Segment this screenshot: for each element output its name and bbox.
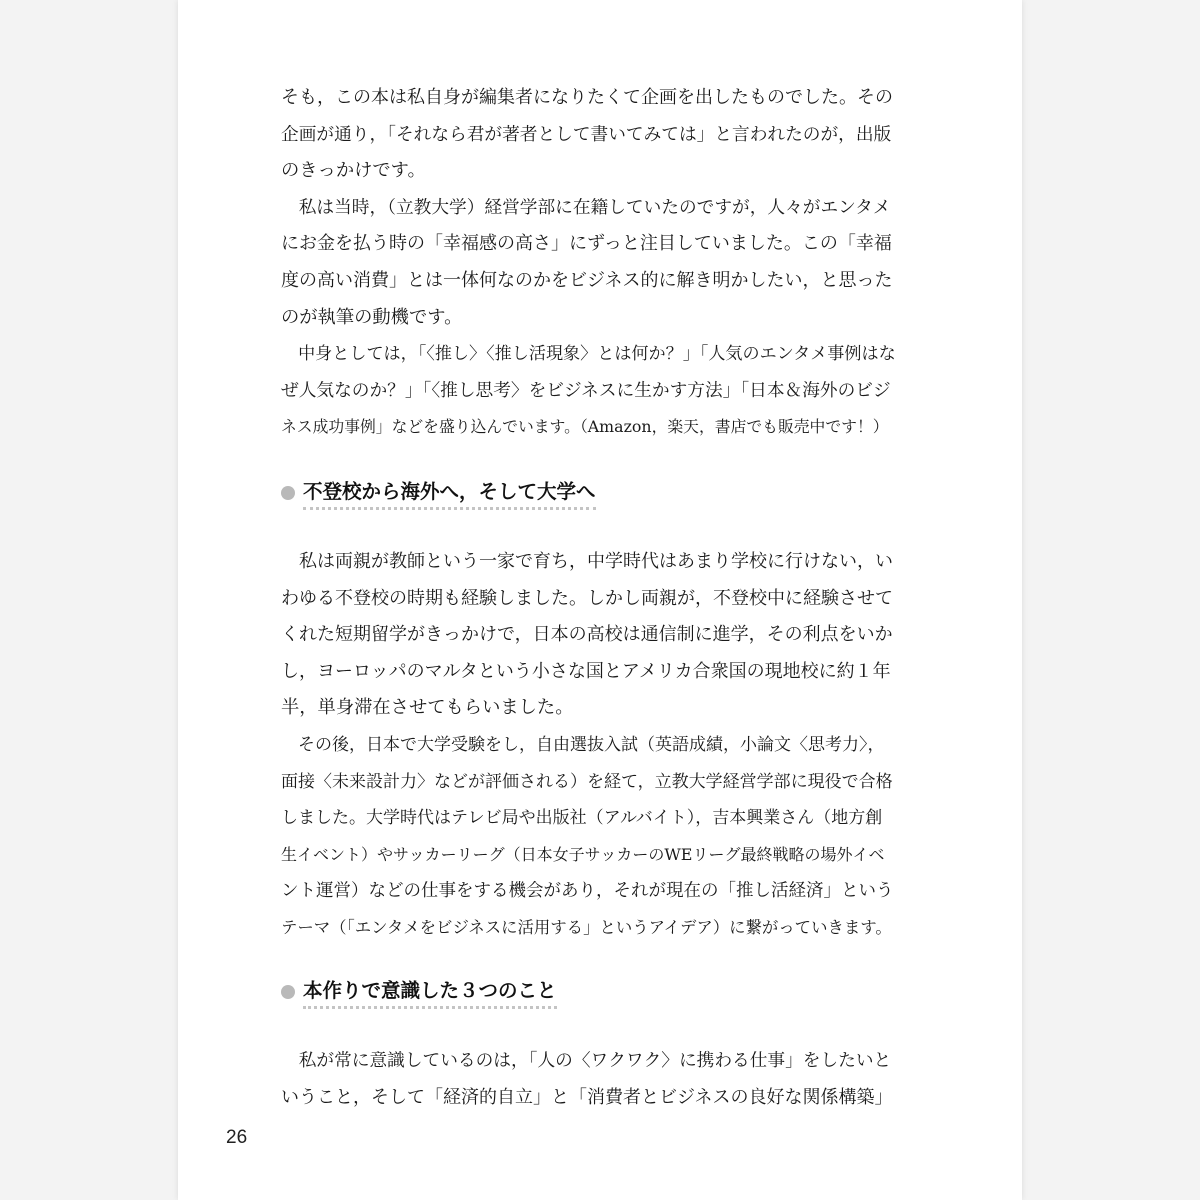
text-line: 私は当時，（立教大学）経営学部に在籍していたのですが，人々がエンタメ [281,197,891,218]
text-line: くれた短期留学がきっかけで，日本の高校は通信制に進学，その利点をいか [281,624,893,646]
text-line: しました。大学時代はテレビ局や出版社（アルバイト），吉本興業さん（地方創 [281,808,883,829]
text-line: わゆる不登校の時期も経験しました。しかし両親が，不登校中に経験させて [281,587,893,609]
text-line: いうこと，そして「経済的自立」と「消費者とビジネスの良好な関係構築」 [281,1086,893,1108]
section-heading-futoko [281,478,596,508]
heading-text: 不登校から海外へ，そして大学へ [303,476,596,510]
text-line: 面接〈未来設計力〉などが評価される）を経て，立教大学経営学部に現役で合格 [281,771,893,792]
text-line: テーマ（「エンタメをビジネスに活用する」というアイデア）に繋がっていきます。 [281,917,892,937]
text-line: のきっかけです。 [281,160,426,182]
intro-paragraphs [281,80,897,446]
text-line: ネス成功事例」などを盛り込んでいます。（Amazon，楽天，書店でも販売中です！） [281,417,889,437]
text-line: 私が常に意識しているのは，「人の〈ワクワク〉に携わる仕事」をしたいと [281,1051,892,1071]
section-heading-honzukuri [281,977,557,1007]
heading-text: 本作りで意識した３つのこと [303,975,557,1009]
text-line: 生イベント）やサッカーリーグ（日本女子サッカーのWEリーグ最終戦略の場外イベ [281,844,885,864]
book-page [178,0,1022,1200]
text-line: ぜ人気なのか？」「〈推し思考〉をビジネスに生かす方法」「日本＆海外のビジ [281,380,891,401]
section1-paragraphs [281,544,897,947]
bullet-icon [281,985,295,999]
text-line: 中身としては，「〈推し〉〈推し活現象〉とは何か？」「人気のエンタメ事例はな [281,344,896,365]
text-line: ント運営）などの仕事をする機会があり，それが現在の「推し活経済」という [281,881,894,902]
text-line: 半，単身滞在させてもらいました。 [281,697,574,719]
text-line: そも，この本は私自身が編集者になりたくて企画を出したものでした。その [281,87,893,108]
text-line: 私は両親が教師という一家で育ち，中学時代はあまり学校に行けない，い [281,551,893,572]
text-line: 度の高い消費」とは一体何なのかをビジネス的に解き明かしたい，と思った [281,269,893,291]
text-line: その後，日本で大学受験をし，自由選抜入試（英語成績，小論文〈思考力〉， [281,734,885,755]
section2-paragraphs [281,1043,897,1116]
bullet-icon [281,486,295,500]
text-line: し，ヨーロッパのマルタという小さな国とアメリカ合衆国の現地校に約１年 [281,660,891,682]
text-line: のが執筆の動機です。 [281,306,463,328]
page-number: 26 [226,1127,248,1148]
text-line: 企画が通り，「それなら君が著者として書いてみては」と言われたのが，出版 [281,124,892,145]
text-line: にお金を払う時の「幸福感の高さ」にずっと注目していました。この「幸福 [281,233,892,255]
